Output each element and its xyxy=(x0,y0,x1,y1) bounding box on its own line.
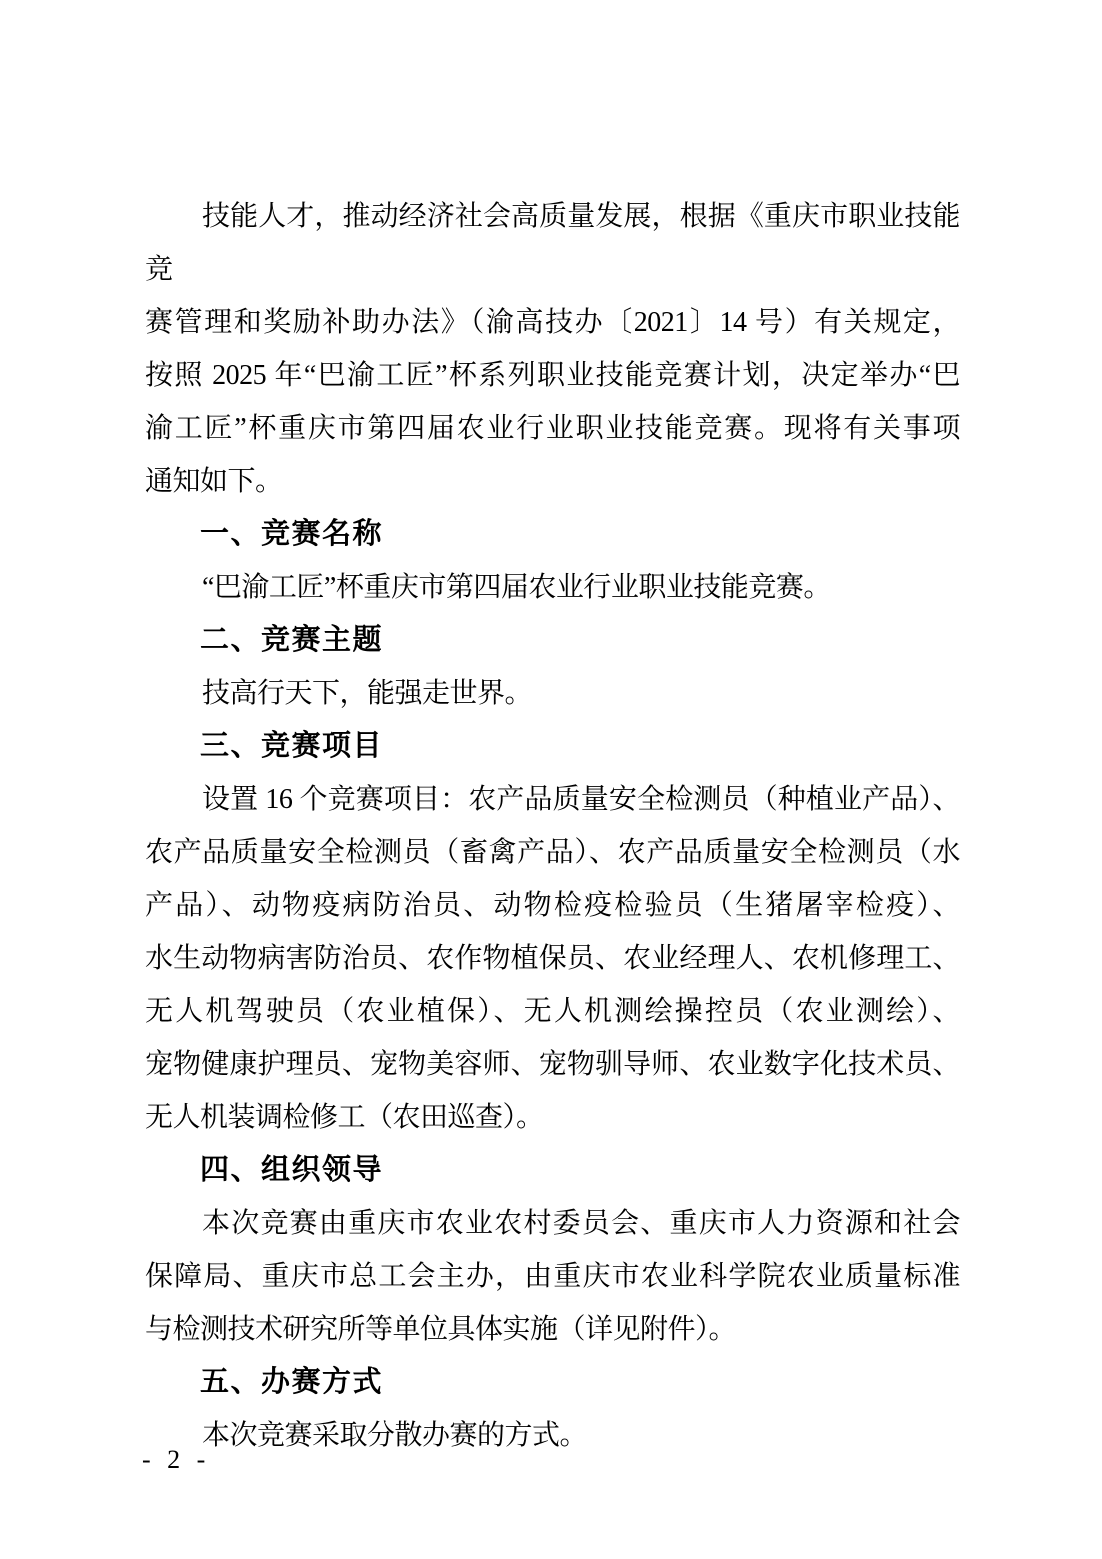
text-line: 水生动物病害防治员、农作物植保员、农业经理人、农机修理工、 xyxy=(145,943,960,974)
page-number: - 2 - xyxy=(142,1445,207,1474)
section-heading: 三、竞赛项目 xyxy=(200,730,384,762)
text-line: 本次竞赛采取分散办赛的方式。 xyxy=(202,1420,588,1451)
text-line: 保障局、重庆市总工会主办，由重庆市农业科学院农业质量标准 xyxy=(145,1261,960,1292)
text-line: 设置 16 个竞赛项目：农产品质量安全检测员（种植业产品）、 xyxy=(202,784,960,815)
text-line: 农产品质量安全检测员（畜禽产品）、农产品质量安全检测员（水 xyxy=(145,837,960,868)
text-line: 产品）、动物疫病防治员、动物检疫检验员（生猪屠宰检疫）、 xyxy=(145,890,960,921)
text-line: 无人机装调检修工（农田巡查）。 xyxy=(145,1102,544,1133)
section-heading: 二、竞赛主题 xyxy=(200,624,384,656)
text-line: 通知如下。 xyxy=(145,466,283,497)
text-line: 按照 2025 年“巴渝工匠”杯系列职业技能竞赛计划，决定举办“巴 xyxy=(145,360,960,391)
text-line: “巴渝工匠”杯重庆市第四届农业行业职业技能竞赛。 xyxy=(202,572,831,603)
section-heading: 五、办赛方式 xyxy=(200,1366,384,1398)
section-heading: 四、组织领导 xyxy=(200,1154,384,1186)
text-line: 渝工匠”杯重庆市第四届农业行业职业技能竞赛。现将有关事项 xyxy=(145,413,960,444)
text-line: 与检测技术研究所等单位具体实施（详见附件）。 xyxy=(145,1314,737,1345)
section-heading: 一、竞赛名称 xyxy=(200,518,384,550)
text-line: 宠物健康护理员、宠物美容师、宠物驯导师、农业数字化技术员、 xyxy=(145,1049,960,1080)
text-line: 技高行天下，能强走世界。 xyxy=(202,678,533,709)
text-line: 本次竞赛由重庆市农业农村委员会、重庆市人力资源和社会 xyxy=(202,1208,960,1239)
text-line: 赛管理和奖励补助办法》（渝高技办〔2021〕14 号）有关规定， xyxy=(145,307,960,338)
text-line: 技能人才，推动经济社会高质量发展，根据《重庆市职业技能竞 xyxy=(145,201,960,285)
document-body xyxy=(145,190,960,1462)
text-line: 无人机驾驶员（农业植保）、无人机测绘操控员（农业测绘）、 xyxy=(145,996,960,1027)
